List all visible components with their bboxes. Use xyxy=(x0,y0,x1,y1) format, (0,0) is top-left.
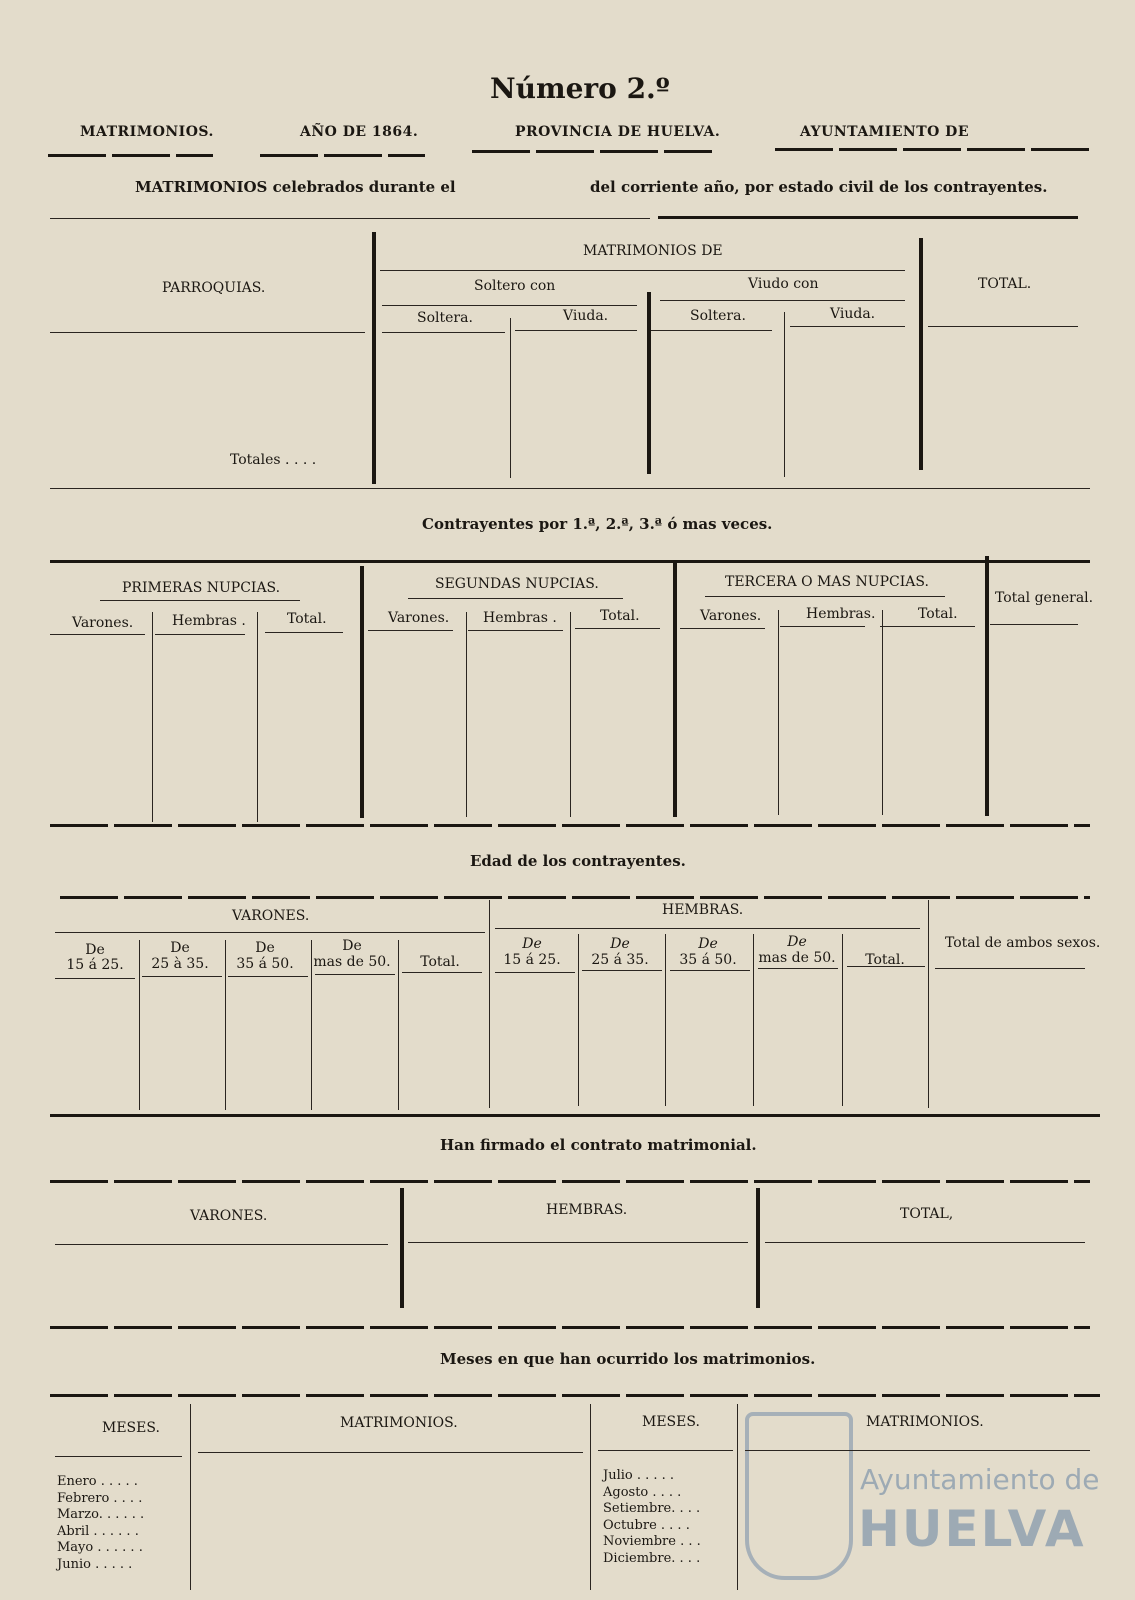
range-label-h3: 35 á 50. xyxy=(679,952,737,968)
firmas-hembras-header: HEMBRAS. xyxy=(546,1202,628,1218)
list-item: Febrero . . . . xyxy=(57,1490,143,1506)
range-label-h1: 15 á 25. xyxy=(503,952,561,968)
subtitle-left: MATRIMONIOS celebrados durante el xyxy=(135,178,456,196)
edad-sub-rule-11 xyxy=(935,968,1085,969)
nup-div-4 xyxy=(466,612,467,817)
matrimonios-label: MATRIMONIOS. xyxy=(80,124,214,140)
range-label-2: 25 à 35. xyxy=(151,956,209,972)
viuda-header-2: Viuda. xyxy=(830,306,876,322)
meses-heading: Meses en que han ocurrido los matrimonios. xyxy=(440,1350,816,1368)
de-label-h4: De xyxy=(787,934,807,950)
hembras-header-1: Hembras . xyxy=(172,613,246,629)
edad-sub-rule-2 xyxy=(142,976,222,977)
edad-sub-rule-1 xyxy=(55,978,135,979)
header-rule-2 xyxy=(260,154,425,157)
de-label-3: De xyxy=(255,940,275,956)
nup-sub-rule-1 xyxy=(50,634,145,635)
parroquias-rule xyxy=(50,332,365,333)
firmas-div-1 xyxy=(400,1188,404,1308)
total-rule xyxy=(928,326,1078,327)
nup-sub-rule-4 xyxy=(368,630,453,631)
header-rule-4 xyxy=(775,148,1090,151)
col-divider-soltero-viudo xyxy=(647,292,651,474)
edad-div-4 xyxy=(398,940,399,1110)
meses-header-right: MESES. xyxy=(642,1414,700,1430)
col-divider-soltera xyxy=(510,318,511,478)
segundas-rule xyxy=(408,598,623,599)
nup-div-6 xyxy=(673,562,677,817)
watermark-line1: Ayuntamiento de xyxy=(860,1463,1100,1496)
header-rule-1 xyxy=(48,154,213,157)
sub-rule-1 xyxy=(382,332,505,333)
nup-sub-rule-8 xyxy=(780,626,865,627)
primeras-header: PRIMERAS NUPCIAS. xyxy=(122,580,281,596)
viudo-con-header: Viudo con xyxy=(748,276,819,292)
de-label-h2: De xyxy=(610,936,630,952)
meses-rule-4 xyxy=(745,1450,1090,1451)
meses-rule-2 xyxy=(198,1452,583,1453)
varones-header-1: Varones. xyxy=(72,615,134,631)
edad-sub-rule-10 xyxy=(847,966,925,967)
edad-div-ambos xyxy=(928,900,929,1108)
range-label-h4: mas de 50. xyxy=(758,950,836,966)
total-general-header: Total general. xyxy=(995,590,1094,606)
nup-sub-rule-6 xyxy=(575,628,660,629)
de-label-4: De xyxy=(342,938,362,954)
soltero-con-header: Soltero con xyxy=(474,278,556,294)
nup-sub-rule-5 xyxy=(468,630,563,631)
varones-edad-header: VARONES. xyxy=(232,908,310,924)
firmas-heading: Han firmado el contrato matrimonial. xyxy=(440,1136,757,1154)
de-label-2: De xyxy=(170,940,190,956)
nup-sub-rule-9 xyxy=(880,626,975,627)
varones-header-2: Varones. xyxy=(388,610,450,626)
firmas-rule-2 xyxy=(408,1242,748,1243)
de-label-h1: De xyxy=(522,936,542,952)
list-item: Diciembre. . . . xyxy=(603,1550,701,1566)
edad-total-varones: Total. xyxy=(420,954,460,970)
varones-header-3: Varones. xyxy=(700,608,762,624)
edad-sub-rule-3 xyxy=(228,976,308,977)
edad-sub-rule-4 xyxy=(315,974,395,975)
meses-div-1 xyxy=(190,1404,191,1590)
edad-heading: Edad de los contrayentes. xyxy=(470,852,686,870)
year-label: AÑO DE 1864. xyxy=(300,124,419,140)
col-divider-parroquias xyxy=(372,232,376,484)
sub-rule-2 xyxy=(515,330,637,331)
edad-sub-rule-7 xyxy=(582,970,662,971)
range-label-h2: 25 á 35. xyxy=(591,952,649,968)
total-header: TOTAL. xyxy=(978,276,1032,292)
edad-sub-rule-6 xyxy=(495,972,575,973)
firmas-rule-1 xyxy=(55,1244,388,1245)
nup-sub-rule-2 xyxy=(155,634,245,635)
nup-div-5 xyxy=(570,612,571,817)
col-divider-total xyxy=(919,238,923,470)
meses-header-left: MESES. xyxy=(102,1420,160,1436)
edad-div-7 xyxy=(753,934,754,1106)
header-rule-3 xyxy=(472,150,712,153)
soltero-rule xyxy=(382,305,637,306)
edad-sub-rule-8 xyxy=(670,970,750,971)
nup-div-1 xyxy=(152,612,153,822)
meses-div-2 xyxy=(590,1404,591,1590)
list-item: Abril . . . . . . xyxy=(57,1523,139,1539)
edad-bottom-rule xyxy=(50,1114,1100,1117)
matrimonios-header-left: MATRIMONIOS. xyxy=(340,1415,458,1431)
range-label-1: 15 á 25. xyxy=(66,957,124,973)
firmas-bottom-rule xyxy=(50,1326,1090,1329)
watermark-line2: HUELVA xyxy=(858,1500,1086,1558)
list-item: Setiembre. . . . xyxy=(603,1501,701,1516)
firmas-top-rule xyxy=(50,1180,1090,1183)
edad-sub-rule-5 xyxy=(402,972,482,973)
nup-sub-rule-10 xyxy=(990,624,1078,625)
nupcias-heading: Contrayentes por 1.ª, 2.ª, 3.ª ó mas veces. xyxy=(422,515,773,533)
total-header-1: Total. xyxy=(287,611,327,627)
nup-sub-rule-3 xyxy=(265,632,343,633)
list-item: Mayo . . . . . . xyxy=(57,1540,143,1555)
list-item: Octubre . . . . xyxy=(603,1517,690,1533)
hembras-header-3: Hembras. xyxy=(806,606,876,622)
month-list-left xyxy=(57,1474,144,1573)
terceras-rule xyxy=(705,596,945,597)
ayuntamiento-shield-icon xyxy=(745,1412,853,1580)
edad-varones-rule xyxy=(55,932,485,933)
section1-bottom-rule xyxy=(50,488,1090,489)
list-item: Marzo. . . . . . xyxy=(57,1507,145,1522)
edad-total-hembras: Total. xyxy=(865,952,905,968)
firmas-varones-header: VARONES. xyxy=(190,1208,268,1224)
edad-div-2 xyxy=(225,940,226,1110)
province-label: PROVINCIA DE HUELVA. xyxy=(515,124,721,140)
list-item: Noviembre . . . xyxy=(603,1534,701,1549)
list-item: Enero . . . . . xyxy=(57,1474,138,1489)
firmas-rule-3 xyxy=(765,1242,1085,1243)
ayuntamiento-label: AYUNTAMIENTO DE xyxy=(800,124,969,140)
total-ambos-header: Total de ambos sexos. xyxy=(945,935,1101,951)
edad-hembras-rule xyxy=(495,928,920,929)
meses-rule-3 xyxy=(598,1450,733,1451)
firmas-div-2 xyxy=(756,1188,760,1308)
total-header-2: Total. xyxy=(600,608,640,624)
edad-div-1 xyxy=(139,940,140,1110)
edad-div-3 xyxy=(311,940,312,1110)
hembras-header-2: Hembras . xyxy=(483,610,557,626)
list-item: Julio . . . . . xyxy=(603,1468,675,1483)
segundas-header: SEGUNDAS NUPCIAS. xyxy=(435,576,599,592)
matrimonios-header-right: MATRIMONIOS. xyxy=(866,1414,984,1430)
meses-div-3 xyxy=(737,1404,738,1590)
nupcias-bottom-rule xyxy=(50,824,1090,827)
subtitle-right: del corriente año, por estado civil de los contrayentes. xyxy=(590,178,1048,196)
edad-top-rule xyxy=(60,896,1090,899)
de-label-h3: De xyxy=(698,936,718,952)
nup-div-3 xyxy=(360,566,364,818)
nup-sub-rule-7 xyxy=(680,628,765,629)
edad-div-5 xyxy=(578,934,579,1106)
total-header-3: Total. xyxy=(918,606,958,622)
viuda-header-1: Viuda. xyxy=(563,308,609,324)
terceras-header: TERCERA O MAS NUPCIAS. xyxy=(725,574,929,590)
sub-rule-3 xyxy=(650,330,772,331)
de-label-1: De xyxy=(85,942,105,958)
edad-sub-rule-9 xyxy=(758,968,838,969)
sub-rule-4 xyxy=(790,326,905,327)
firmas-total-header: TOTAL, xyxy=(900,1206,954,1222)
edad-div-8 xyxy=(842,934,843,1106)
month-list-right xyxy=(603,1468,701,1567)
edad-div-6 xyxy=(665,934,666,1106)
parroquias-header: PARROQUIAS. xyxy=(162,280,266,296)
subtitle-rule-left xyxy=(50,218,650,219)
range-label-4: mas de 50. xyxy=(313,954,391,970)
nup-div-9 xyxy=(985,556,989,816)
matrimonios-de-header: MATRIMONIOS DE xyxy=(583,243,723,259)
nupcias-top-rule xyxy=(50,560,1090,563)
soltera-header-1: Soltera. xyxy=(417,310,473,326)
nup-div-7 xyxy=(778,610,779,815)
meses-rule-1 xyxy=(55,1456,182,1457)
meses-top-rule xyxy=(50,1394,1100,1397)
range-label-3: 35 á 50. xyxy=(236,956,294,972)
nup-div-8 xyxy=(882,610,883,815)
list-item: Agosto . . . . xyxy=(603,1484,682,1500)
col-divider-viudo xyxy=(784,312,785,477)
matrimonios-de-rule xyxy=(380,270,905,271)
totales-label: Totales . . . . xyxy=(230,452,317,468)
hembras-edad-header: HEMBRAS. xyxy=(662,902,744,918)
edad-div-sexes xyxy=(489,900,490,1108)
page-title: Número 2.º xyxy=(490,72,670,105)
list-item: Junio . . . . . xyxy=(57,1556,133,1572)
primeras-rule xyxy=(100,600,300,601)
subtitle-rule-right xyxy=(658,216,1078,219)
soltera-header-2: Soltera. xyxy=(690,308,746,324)
viudo-rule xyxy=(660,300,905,301)
nup-div-2 xyxy=(257,612,258,822)
